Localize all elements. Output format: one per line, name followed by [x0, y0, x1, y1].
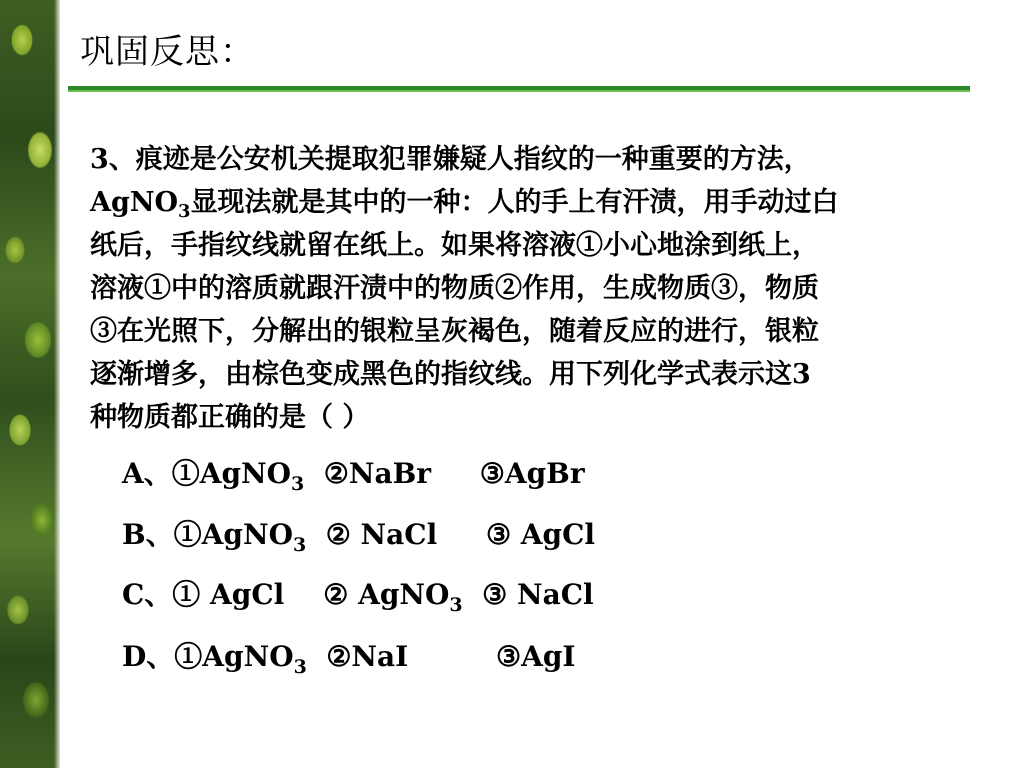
- option-formula: ② NaCl: [306, 518, 438, 551]
- formula-subscript: 3: [178, 201, 191, 222]
- option-formula: ② AgNO: [284, 578, 450, 611]
- question-line: 溶液①中的溶质就跟汗渍中的物质②作用，生成物质③，物质: [90, 273, 819, 304]
- question-line: [90, 181, 1015, 224]
- formula-subscript: 3: [449, 594, 463, 616]
- title-underline: [68, 86, 970, 92]
- option-formula: ③ NaCl: [462, 578, 594, 611]
- option-formula: ①AgNO: [171, 457, 292, 490]
- option-formula: ③AgI: [408, 640, 576, 673]
- formula-text: AgNO: [90, 187, 179, 218]
- option-formula: ②NaBr: [304, 457, 432, 490]
- question-line: ③在光照下，分解出的银粒呈灰褐色，随着反应的进行，银粒: [90, 316, 819, 347]
- option-d[interactable]: [122, 635, 576, 678]
- question-line: 3、痕迹是公安机关提取犯罪嫌疑人指纹的一种重要的方法，: [90, 144, 811, 175]
- option-c[interactable]: [122, 573, 594, 616]
- question-line: 逐渐增多，由棕色变成黑色的指纹线。用下列化学式表示这3: [90, 359, 811, 390]
- question-line: 纸后，手指纹线就留在纸上。如果将溶液①小心地涂到纸上，: [90, 230, 819, 261]
- option-b[interactable]: [122, 513, 596, 556]
- option-formula: ① AgCl: [172, 578, 285, 611]
- question-text: [90, 138, 1015, 439]
- option-label: A、: [122, 457, 172, 490]
- option-label: D、: [122, 640, 175, 673]
- option-formula: ①AgNO: [173, 518, 293, 551]
- slide-title: 巩固反思：: [80, 32, 255, 72]
- question-line: 种物质都正确的是（ ）: [90, 402, 370, 433]
- formula-subscript: 3: [293, 656, 307, 678]
- question-text-run: 显现法就是其中的一种：人的手上有汗渍，用手动过白: [190, 187, 839, 218]
- option-a[interactable]: [122, 452, 585, 495]
- option-label: C、: [122, 578, 173, 611]
- leaf-decoration: [0, 0, 60, 768]
- option-formula: ③ AgCl: [437, 518, 596, 551]
- formula-subscript: 3: [292, 534, 307, 556]
- option-formula: ①AgNO: [174, 640, 294, 673]
- option-label: B、: [122, 518, 174, 551]
- option-formula: ②NaI: [306, 640, 409, 673]
- option-formula: ③AgBr: [431, 457, 585, 490]
- formula-subscript: 3: [291, 473, 305, 495]
